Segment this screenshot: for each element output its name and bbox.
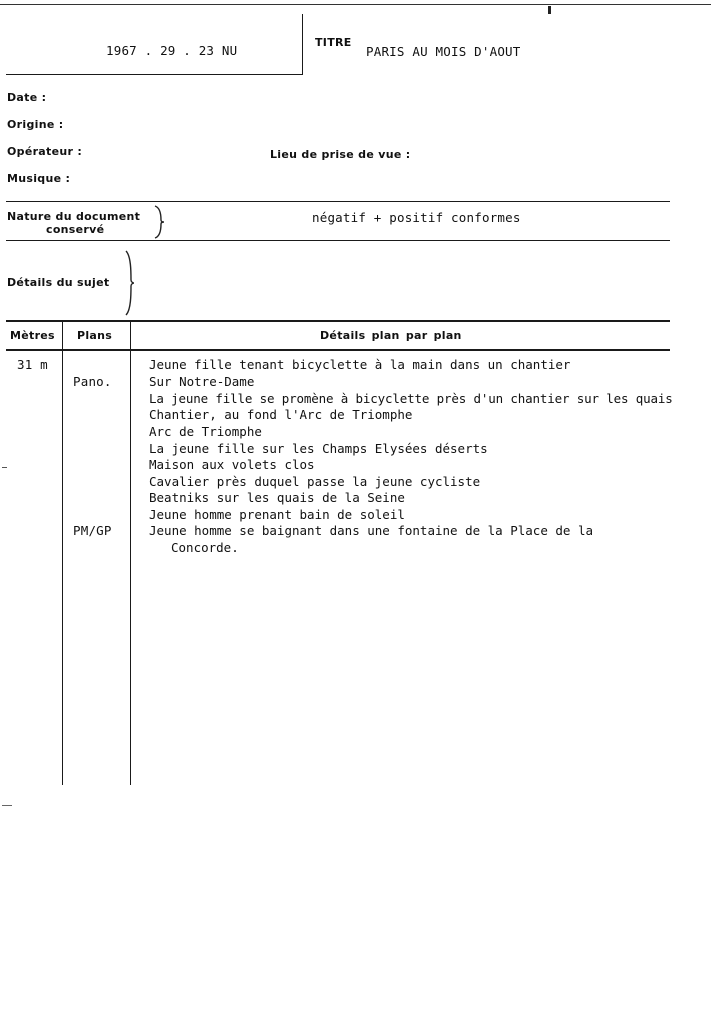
scan-speck (548, 6, 551, 14)
operateur-label: Opérateur : (7, 145, 83, 158)
detail-line-9: Beatniks sur les quais de la Seine (149, 490, 405, 505)
table-header-rule (6, 349, 670, 351)
plan-pano: Pano. (73, 374, 112, 389)
detail-line-8: Cavalier près duquel passe la jeune cycliste (149, 474, 481, 489)
sujet-brace (122, 250, 136, 316)
plan-pm-gp: PM/GP (73, 523, 112, 538)
col-details-header: Détails plan par plan (320, 329, 462, 342)
scan-speck (2, 805, 12, 806)
detail-line-4: Chantier, au fond l'Arc de Triomphe (149, 407, 413, 422)
header-divider (302, 14, 303, 74)
detail-line-2: Sur Notre-Dame (149, 374, 255, 389)
detail-line-1: Jeune fille tenant bicyclette à la main dans un chantier (149, 357, 571, 372)
musique-label: Musique : (7, 172, 71, 185)
col-plans-header: Plans (77, 329, 113, 342)
detail-line-5: Arc de Triomphe (149, 424, 262, 439)
detail-line-3: La jeune fille se promène à bicyclette près d'un chantier sur les quais (149, 391, 673, 406)
col-metres-header: Mètres (10, 329, 55, 342)
table-top-rule (6, 320, 670, 322)
metres-value: 31 m (17, 357, 48, 372)
header-bottom-rule (6, 74, 303, 75)
top-edge-line (0, 4, 711, 5)
scan-speck (2, 467, 7, 468)
reference-number: 1967 . 29 . 23 NU (106, 43, 238, 58)
origine-label: Origine : (7, 118, 64, 131)
nature-value: négatif + positif conformes (312, 210, 521, 225)
nature-label-line1: Nature du document (7, 210, 141, 223)
nature-brace (152, 205, 166, 239)
nature-bottom-rule (6, 240, 670, 241)
lieu-label: Lieu de prise de vue : (270, 148, 411, 161)
nature-top-rule (6, 201, 670, 202)
detail-line-12: Concorde. (171, 540, 239, 555)
title-value: PARIS AU MOIS D'AOUT (366, 44, 521, 59)
detail-line-10: Jeune homme prenant bain de soleil (149, 507, 405, 522)
sujet-label: Détails du sujet (7, 276, 110, 289)
nature-label (7, 210, 140, 236)
nature-label-line2: conservé (46, 223, 105, 236)
detail-line-7: Maison aux volets clos (149, 457, 315, 472)
col-divider-2 (130, 320, 131, 785)
detail-line-6: La jeune fille sur les Champs Elysées déserts (149, 441, 488, 456)
title-label: TITRE (315, 36, 352, 49)
detail-line-11: Jeune homme se baignant dans une fontaine de la Place de la (149, 523, 594, 538)
date-label: Date : (7, 91, 47, 104)
col-divider-1 (62, 320, 63, 785)
